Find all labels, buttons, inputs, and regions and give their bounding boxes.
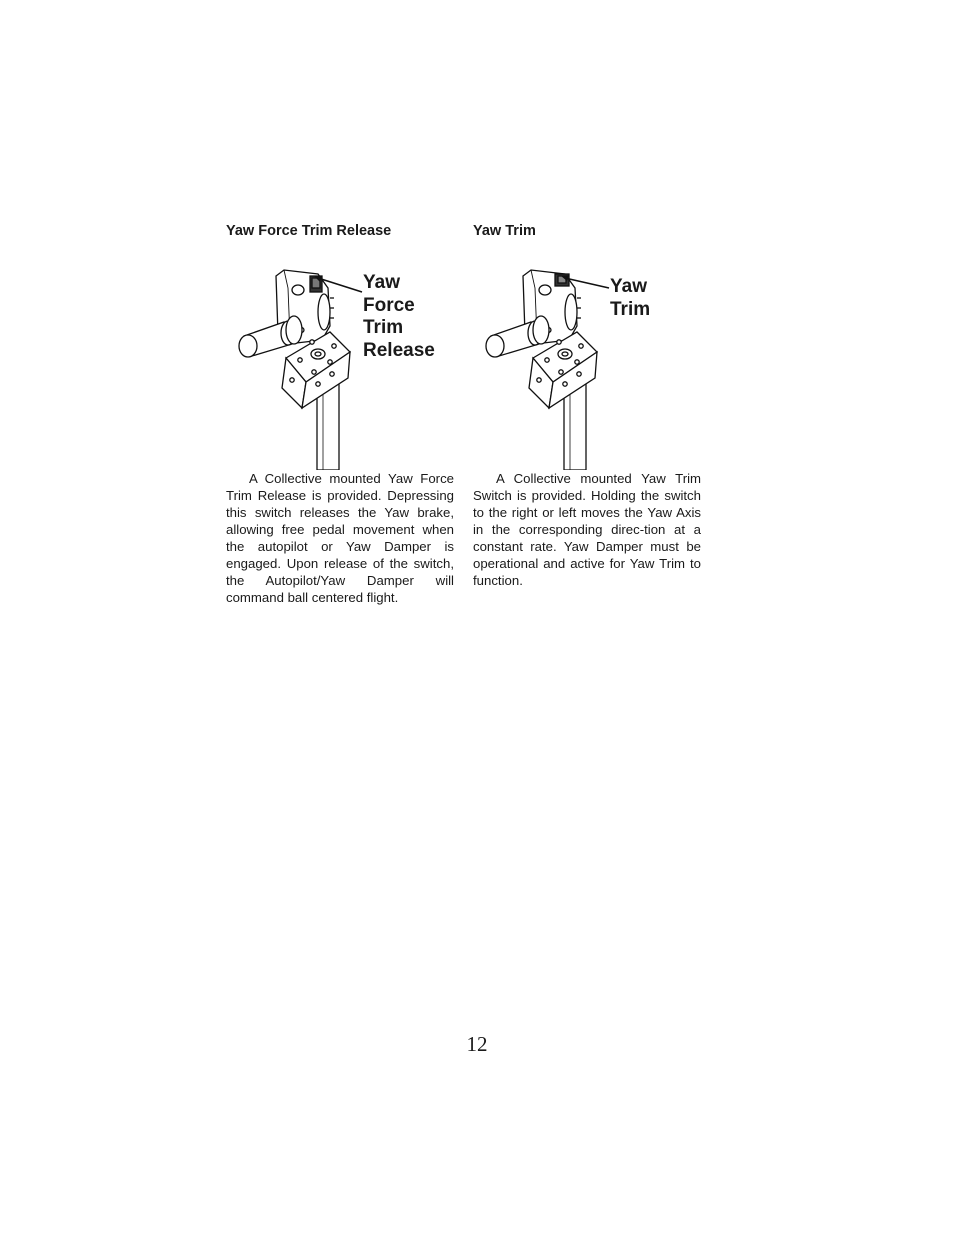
collective-grip-illustration [473, 248, 701, 470]
section-body: A Collective mounted Yaw Force Trim Release is provided. Depressing this switch releases the Yaw brake, allowing free pedal movement when the autopilot or Yaw Damper is engaged. Upon release of the switch, the Autopilot/Yaw Damper will command ball centered flight. [226, 471, 454, 605]
callout-label: Yaw Force Trim Release [363, 272, 435, 361]
figure-yaw-trim [473, 248, 701, 470]
figure-yaw-force-trim-release [226, 248, 454, 470]
section-heading: Yaw Trim [473, 223, 536, 239]
callout-label: Yaw Trim [610, 276, 651, 320]
page-number: 12 [466, 1032, 488, 1056]
section-yaw-force-trim-release [226, 222, 454, 606]
section-heading: Yaw Force Trim Release [226, 223, 392, 239]
section-yaw-trim [473, 222, 701, 589]
section-body: A Collective mounted Yaw Trim Switch is provided. Holding the switch to the right or left moves the Yaw Axis in the corresponding direc-tion at a constant rate. Yaw Damper must be operational and active for Yaw Trim to function. [473, 471, 701, 588]
